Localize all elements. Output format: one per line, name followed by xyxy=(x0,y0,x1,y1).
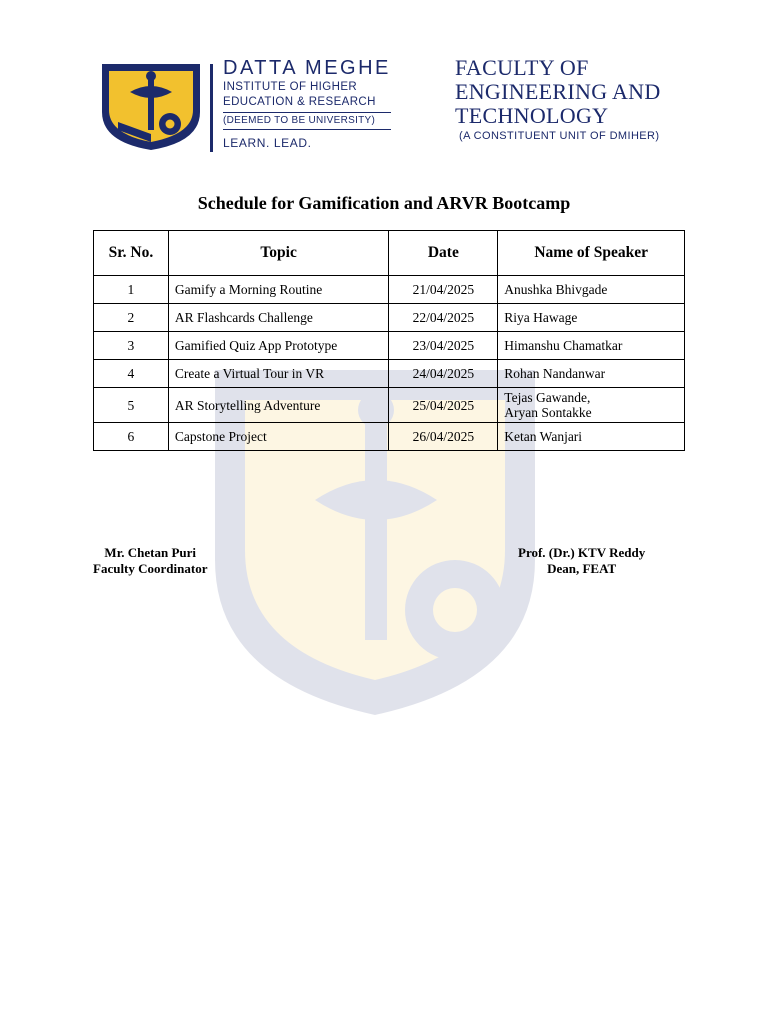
table-row xyxy=(94,388,685,423)
cell-date: 24/04/2025 xyxy=(389,360,498,388)
university-deemed: (DEEMED TO BE UNIVERSITY) xyxy=(223,112,391,130)
cell-topic: Gamify a Morning Routine xyxy=(168,276,389,304)
cell-sr: 6 xyxy=(94,423,169,451)
cell-sr: 5 xyxy=(94,388,169,423)
university-block xyxy=(223,56,391,150)
university-line-2: EDUCATION & RESEARCH xyxy=(223,96,376,108)
table-row xyxy=(94,360,685,388)
header-speaker: Name of Speaker xyxy=(498,231,685,276)
cell-speaker: Anushka Bhivgade xyxy=(498,276,685,304)
table-row xyxy=(94,423,685,451)
cell-date: 23/04/2025 xyxy=(389,332,498,360)
signature-right-name: Prof. (Dr.) KTV Reddy xyxy=(518,545,646,560)
table-row xyxy=(94,304,685,332)
signature-right-role: Dean, FEAT xyxy=(547,561,617,576)
cell-speaker xyxy=(498,388,685,423)
cell-sr: 3 xyxy=(94,332,169,360)
header-topic: Topic xyxy=(168,231,389,276)
speaker-line-2: Aryan Sontakke xyxy=(504,405,592,420)
letterhead xyxy=(100,56,720,156)
cell-speaker: Ketan Wanjari xyxy=(498,423,685,451)
cell-topic: AR Flashcards Challenge xyxy=(168,304,389,332)
cell-topic: Gamified Quiz App Prototype xyxy=(168,332,389,360)
table-header-row xyxy=(94,231,685,276)
faculty-line-1: FACULTY OF xyxy=(455,55,589,80)
cell-date: 26/04/2025 xyxy=(389,423,498,451)
faculty-sub: (A CONSTITUENT UNIT OF DMIHER) xyxy=(459,130,660,142)
cell-sr: 1 xyxy=(94,276,169,304)
speaker-line-1: Tejas Gawande, xyxy=(504,390,591,405)
university-line-1: INSTITUTE OF HIGHER xyxy=(223,81,358,93)
cell-sr: 4 xyxy=(94,360,169,388)
header-divider xyxy=(210,64,213,152)
faculty-line-3: TECHNOLOGY xyxy=(455,103,609,128)
signature-left-name: Mr. Chetan Puri xyxy=(104,545,197,560)
cell-date: 21/04/2025 xyxy=(389,276,498,304)
cell-speaker: Himanshu Chamatkar xyxy=(498,332,685,360)
schedule-table xyxy=(93,230,685,451)
university-motto: LEARN. LEAD. xyxy=(223,136,312,150)
faculty-line-2: ENGINEERING AND xyxy=(455,79,661,104)
signature-left-role: Faculty Coordinator xyxy=(93,561,208,576)
signature-left xyxy=(93,545,207,577)
university-name: DATTA MEGHE xyxy=(223,57,391,79)
cell-date: 22/04/2025 xyxy=(389,304,498,332)
header-sr-no: Sr. No. xyxy=(94,231,169,276)
cell-speaker: Riya Hawage xyxy=(498,304,685,332)
document-title: Schedule for Gamification and ARVR Bootcamp xyxy=(197,193,571,213)
header-date: Date xyxy=(389,231,498,276)
university-logo xyxy=(100,62,202,152)
faculty-block xyxy=(455,56,661,142)
table-row xyxy=(94,276,685,304)
signature-right xyxy=(518,545,645,577)
cell-speaker: Rohan Nandanwar xyxy=(498,360,685,388)
cell-date: 25/04/2025 xyxy=(389,388,498,423)
cell-topic: AR Storytelling Adventure xyxy=(168,388,389,423)
cell-topic: Capstone Project xyxy=(168,423,389,451)
cell-topic: Create a Virtual Tour in VR xyxy=(168,360,389,388)
cell-sr: 2 xyxy=(94,304,169,332)
table-row xyxy=(94,332,685,360)
